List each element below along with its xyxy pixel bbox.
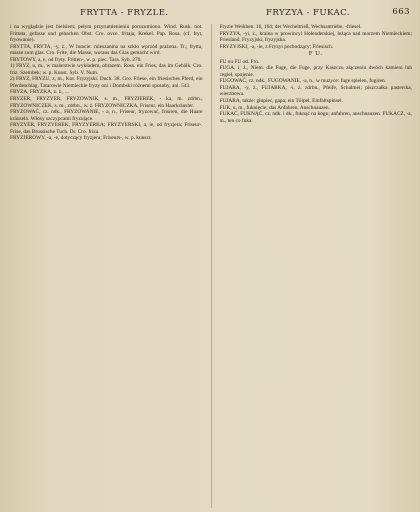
right-column [220,24,413,508]
section-heading: F U. [308,50,323,58]
entry: i na wyglądzie jest bielsiem; pełym przyrumienieniu porozumiono. Wind. Rusk. not. Frittata, gefasse und gebacken Obst. Cro. ovce. fritaja, Krekel. Pap. Rosa. (cf. fryt, fryowanie). [10,24,203,44]
page-header [10,6,412,20]
entry: FRYZYA, -yi, ż., kraina w prowincyi Holenderskiej, leżąca nad morzem Niemieckiem; Friesland. Fryzyjski, fryzyjska. [219,30,412,44]
entry: FUGOWAĆ, cz. ndk., FUGOWANIE, -a, n., w muzyce: fuge spielen, fugiren. [219,78,387,85]
entry: FUK, u, m., fuknięcie; das Anfahren, Anschnauzen. [219,104,330,111]
entry: Fryzie Weikhen. 16, 164; der Wecheltrieß, Wechsantriebe, -friesel. [219,24,362,30]
entry: FRYZA, FRYZKA, z. ż., ... [10,89,70,96]
entry: FRYZYJSKI, -a, -ie, z Fryzyi pochodzący; Friesisch. [219,43,334,50]
entry: FU ou FU od. Fro. [219,58,260,65]
entry: 2) FRYZ, FRYZU, z, m., Kot. Fryzyjski. Duch. 38. Gro. Friese, ein friesisches Pferd, ein Pferdeschlag. Tatarowie Niemieckie fryzy oni i Dombski różnemi sposoby, ani. 543. [10,76,203,89]
entry: FUJARA, także: głupiec, gapa; ein Tölpel, Einfaltspinsel. [219,98,343,105]
right-running-head: FRYZYA - FUKAC. [266,8,350,18]
entry: FUKAĆ, FUKNĄĆ, cz. ndk. i dk., fuknąć na kogo; anfahren, anschnauzen. FUKACZ, -a, m., ten co fuka. [219,111,412,124]
column-divider [211,24,212,508]
entry: FRYZYER, FRYZYEREK, FRYZYERKA; FRYZYERSKI, a, ie, od fryzjera; Friseur-. Frise, das Brussische Tuch. Dr. Cro. friza. [10,122,203,135]
entry: FUJARA, -y, ż., FUJARKA, -i, ż. zdrbn., Pfeife, Schalmei; piszczałka pasterska, wierzbowa. [219,84,412,98]
left-column [10,24,203,508]
page-number: 663 [392,7,410,17]
entry: FRYTOWY, a, e, od fryty. Fritten-, w. p. piec. Tara. Syb. 270. [10,56,142,63]
left-running-head: FRYTTA - FRYZLE. [80,8,169,18]
entry: FRYZOWAĆ, cz. ndk., FRYZOWANIE, - a, n., Friseur, fryzować, frisiren, die Haare kräuseln. Włosy szczypcami fryzujące. [10,109,203,122]
entry: FRYTTA, FRYTA, -y, ż., W huncie: mieszanina na szkło wprzód prażona. Tr.; frytta, masse zum glas. Cro. Frite, die Masse, woraus das Glas gemacht wird. [10,43,203,57]
entry: FUGA, i, ż., Niem. die Fuge, die Fuge, przy Kaszczu złączeniu dwóch kamieni lub cegieł, spojenie. [219,65,412,78]
entry: 1) FRYZ, u, m., w malarstwie wykładem, obrazem. Ross. ein Fries, das im Gebälk. Cro. friz. Szembek; w. p. Kunst. Syb. V. Num. [10,63,203,76]
entry: FRYZER, FRYZYER, FRYZOWNIK, s. m., FRYZIEREK, - ka, m. zdrbn., FRYZOWNICZEK, s. m., zdrbn., w. ż. FRYZOWNICZKA, Friseur, ein Haarkräusler. [10,96,203,109]
entry: FRYZJEROWY, -a, -e, dotyczący fryzjera; Friseurs-, w. p. kunszt. [10,135,152,142]
text-columns [10,24,412,508]
